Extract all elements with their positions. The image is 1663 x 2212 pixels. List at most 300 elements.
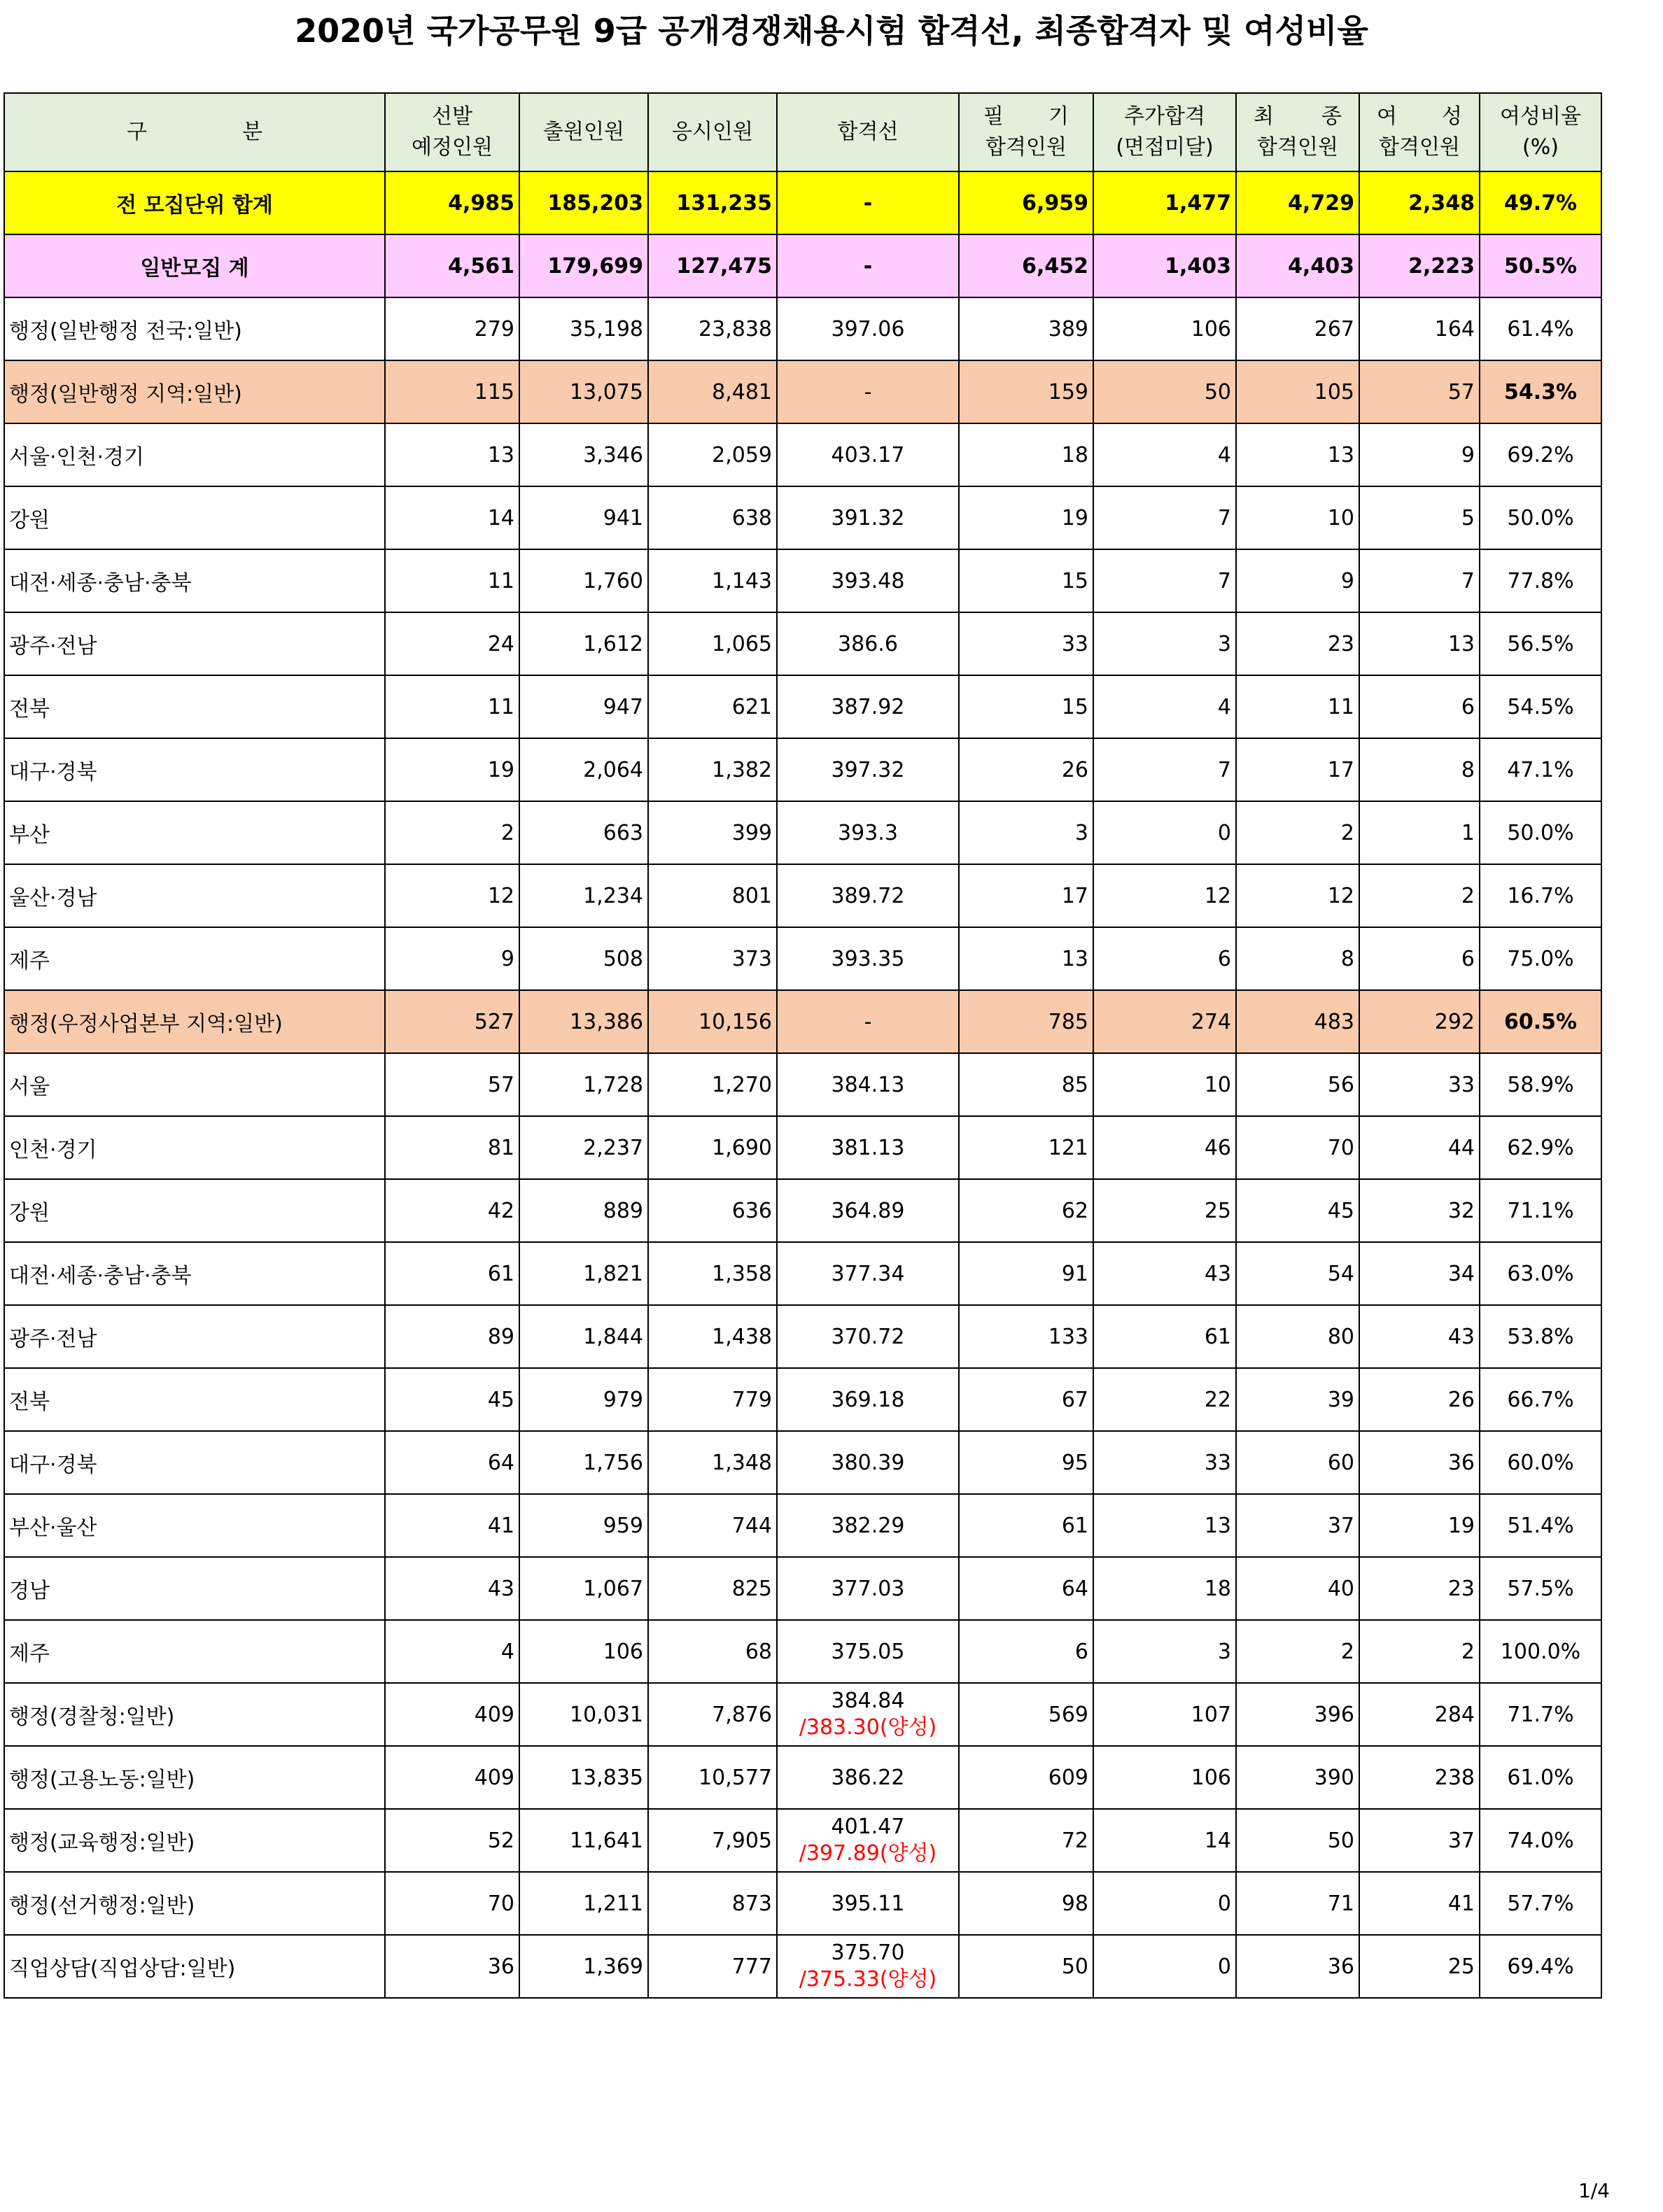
cell-final: 70 — [1236, 1116, 1359, 1179]
cell-female: 2 — [1359, 864, 1480, 927]
cell-written: 569 — [959, 1683, 1093, 1746]
cell-planned: 24 — [385, 612, 519, 675]
cell-tested: 1,690 — [648, 1116, 777, 1179]
row-label: 부산 — [4, 801, 385, 864]
cell-additional: 61 — [1093, 1305, 1236, 1368]
table-row — [4, 1368, 1601, 1431]
cell-final: 45 — [1236, 1179, 1359, 1242]
table-row — [4, 1557, 1601, 1620]
cell-written: 64 — [959, 1557, 1093, 1620]
cell-applied: 941 — [519, 486, 648, 549]
cell-additional: 4 — [1093, 423, 1236, 486]
cell-additional: 25 — [1093, 1179, 1236, 1242]
cell-final: 23 — [1236, 612, 1359, 675]
cell-tested: 1,143 — [648, 549, 777, 612]
cell-tested: 68 — [648, 1620, 777, 1683]
cell-applied: 1,728 — [519, 1053, 648, 1116]
cell-additional: 0 — [1093, 801, 1236, 864]
cell-ratio: 100.0% — [1480, 1620, 1601, 1683]
table-row — [4, 801, 1601, 864]
cell-planned: 64 — [385, 1431, 519, 1494]
cell-tested: 2,059 — [648, 423, 777, 486]
cell-applied: 13,386 — [519, 990, 648, 1053]
table-row — [4, 990, 1601, 1053]
cell-planned: 89 — [385, 1305, 519, 1368]
cell-applied: 3,346 — [519, 423, 648, 486]
cell-female: 23 — [1359, 1557, 1480, 1620]
table-row — [4, 1431, 1601, 1494]
cell-additional: 3 — [1093, 1620, 1236, 1683]
cell-tested: 638 — [648, 486, 777, 549]
cell-female: 164 — [1359, 297, 1480, 360]
cell-ratio: 58.9% — [1480, 1053, 1601, 1116]
cell-female: 238 — [1359, 1746, 1480, 1809]
row-label: 일반모집 계 — [4, 234, 385, 297]
cell-planned: 52 — [385, 1809, 519, 1872]
table-row — [4, 1305, 1601, 1368]
cell-written: 62 — [959, 1179, 1093, 1242]
cell-cutoff: 370.72 — [777, 1305, 959, 1368]
cell-additional: 22 — [1093, 1368, 1236, 1431]
row-label: 대구·경북 — [4, 738, 385, 801]
cell-cutoff: 391.32 — [777, 486, 959, 549]
cell-cutoff: 387.92 — [777, 675, 959, 738]
cell-ratio: 16.7% — [1480, 864, 1601, 927]
table-row — [4, 171, 1601, 234]
cell-planned: 81 — [385, 1116, 519, 1179]
cell-written: 19 — [959, 486, 1093, 549]
header-written: 필 기 합격인원 — [959, 93, 1093, 171]
row-label: 직업상담(직업상담:일반) — [4, 1935, 385, 1998]
cell-tested: 7,876 — [648, 1683, 777, 1746]
cell-planned: 11 — [385, 675, 519, 738]
cell-ratio: 60.0% — [1480, 1431, 1601, 1494]
cell-female: 8 — [1359, 738, 1480, 801]
cell-planned: 115 — [385, 360, 519, 423]
cell-ratio: 62.9% — [1480, 1116, 1601, 1179]
cell-female: 6 — [1359, 927, 1480, 990]
cell-additional: 13 — [1093, 1494, 1236, 1557]
cell-cutoff: - — [777, 990, 959, 1053]
header-additional: 추가합격 (면접미달) — [1093, 93, 1236, 171]
cell-written: 609 — [959, 1746, 1093, 1809]
cell-cutoff: - — [777, 171, 959, 234]
cell-cutoff: 397.32 — [777, 738, 959, 801]
cell-written: 13 — [959, 927, 1093, 990]
cell-cutoff — [777, 1809, 959, 1872]
cell-additional: 7 — [1093, 738, 1236, 801]
cell-planned: 19 — [385, 738, 519, 801]
cell-female: 34 — [1359, 1242, 1480, 1305]
cutoff-value: 384.84 — [831, 1689, 905, 1713]
cell-ratio: 50.5% — [1480, 234, 1601, 297]
cell-female: 33 — [1359, 1053, 1480, 1116]
cell-final: 13 — [1236, 423, 1359, 486]
row-label: 대전·세종·충남·충북 — [4, 1242, 385, 1305]
cutoff-value: 401.47 — [831, 1815, 905, 1839]
cell-female: 44 — [1359, 1116, 1480, 1179]
cell-applied: 179,699 — [519, 234, 648, 297]
table-row — [4, 738, 1601, 801]
row-label: 대구·경북 — [4, 1431, 385, 1494]
row-label: 전북 — [4, 675, 385, 738]
cell-cutoff: 380.39 — [777, 1431, 959, 1494]
cell-tested: 131,235 — [648, 171, 777, 234]
cell-tested: 1,382 — [648, 738, 777, 801]
cell-final: 8 — [1236, 927, 1359, 990]
table-row — [4, 1935, 1601, 1998]
cell-tested: 1,348 — [648, 1431, 777, 1494]
table-row — [4, 1620, 1601, 1683]
cell-ratio: 53.8% — [1480, 1305, 1601, 1368]
cell-additional: 46 — [1093, 1116, 1236, 1179]
cell-tested: 1,438 — [648, 1305, 777, 1368]
cell-final: 396 — [1236, 1683, 1359, 1746]
cell-additional: 3 — [1093, 612, 1236, 675]
cell-cutoff: 397.06 — [777, 297, 959, 360]
cell-additional: 50 — [1093, 360, 1236, 423]
cell-cutoff: 389.72 — [777, 864, 959, 927]
cell-written: 98 — [959, 1872, 1093, 1935]
table-row — [4, 234, 1601, 297]
results-table — [3, 92, 1602, 1999]
cell-tested: 1,358 — [648, 1242, 777, 1305]
cell-planned: 36 — [385, 1935, 519, 1998]
cell-final: 2 — [1236, 1620, 1359, 1683]
row-label: 전북 — [4, 1368, 385, 1431]
cell-written: 85 — [959, 1053, 1093, 1116]
cell-written: 15 — [959, 549, 1093, 612]
cell-planned: 41 — [385, 1494, 519, 1557]
row-label: 광주·전남 — [4, 1305, 385, 1368]
table-row — [4, 1116, 1601, 1179]
cell-female: 2,223 — [1359, 234, 1480, 297]
cell-ratio: 51.4% — [1480, 1494, 1601, 1557]
cell-written: 785 — [959, 990, 1093, 1053]
cell-tested: 1,065 — [648, 612, 777, 675]
cell-final: 39 — [1236, 1368, 1359, 1431]
cell-female: 19 — [1359, 1494, 1480, 1557]
table-row — [4, 1683, 1601, 1746]
cell-tested: 777 — [648, 1935, 777, 1998]
table-row — [4, 1053, 1601, 1116]
row-label: 강원 — [4, 486, 385, 549]
cell-cutoff: 384.13 — [777, 1053, 959, 1116]
row-label: 행정(교육행정:일반) — [4, 1809, 385, 1872]
cell-female: 13 — [1359, 612, 1480, 675]
cell-applied: 106 — [519, 1620, 648, 1683]
cell-cutoff: 403.17 — [777, 423, 959, 486]
table-row — [4, 1242, 1601, 1305]
cell-written: 133 — [959, 1305, 1093, 1368]
cell-additional: 106 — [1093, 1746, 1236, 1809]
cell-female: 9 — [1359, 423, 1480, 486]
cell-cutoff: 393.3 — [777, 801, 959, 864]
cell-applied: 1,369 — [519, 1935, 648, 1998]
cell-female: 5 — [1359, 486, 1480, 549]
row-label: 행정(선거행정:일반) — [4, 1872, 385, 1935]
cell-written: 6 — [959, 1620, 1093, 1683]
cell-female: 25 — [1359, 1935, 1480, 1998]
row-label: 울산·경남 — [4, 864, 385, 927]
cell-planned: 4 — [385, 1620, 519, 1683]
cell-tested: 873 — [648, 1872, 777, 1935]
cell-final: 267 — [1236, 297, 1359, 360]
cell-applied: 1,760 — [519, 549, 648, 612]
cell-cutoff: 382.29 — [777, 1494, 959, 1557]
cell-applied: 1,612 — [519, 612, 648, 675]
cell-tested: 1,270 — [648, 1053, 777, 1116]
row-label: 제주 — [4, 927, 385, 990]
cell-tested: 825 — [648, 1557, 777, 1620]
cell-ratio: 47.1% — [1480, 738, 1601, 801]
cell-final: 50 — [1236, 1809, 1359, 1872]
cell-additional: 0 — [1093, 1872, 1236, 1935]
cell-final: 9 — [1236, 549, 1359, 612]
cell-ratio: 69.4% — [1480, 1935, 1601, 1998]
cell-final: 80 — [1236, 1305, 1359, 1368]
cell-final: 12 — [1236, 864, 1359, 927]
table-row — [4, 549, 1601, 612]
cell-applied: 1,234 — [519, 864, 648, 927]
cell-additional: 107 — [1093, 1683, 1236, 1746]
cell-ratio: 69.2% — [1480, 423, 1601, 486]
cell-planned: 14 — [385, 486, 519, 549]
page-title: 2020년 국가공무원 9급 공개경쟁채용시험 합격선, 최종합격자 및 여성비율 — [295, 12, 1368, 50]
cell-ratio: 71.1% — [1480, 1179, 1601, 1242]
cell-additional: 6 — [1093, 927, 1236, 990]
row-label: 전 모집단위 합계 — [4, 171, 385, 234]
cell-ratio: 54.3% — [1480, 360, 1601, 423]
cell-applied: 947 — [519, 675, 648, 738]
row-label: 행정(경찰청:일반) — [4, 1683, 385, 1746]
cell-ratio: 56.5% — [1480, 612, 1601, 675]
cell-written: 6,959 — [959, 171, 1093, 234]
cell-applied: 663 — [519, 801, 648, 864]
cell-planned: 4,561 — [385, 234, 519, 297]
cell-applied: 1,821 — [519, 1242, 648, 1305]
table-row — [4, 1872, 1601, 1935]
cutoff-value: 375.70 — [831, 1940, 905, 1965]
cell-cutoff — [777, 1935, 959, 1998]
cell-tested: 10,577 — [648, 1746, 777, 1809]
cell-written: 159 — [959, 360, 1093, 423]
cutoff-both-genders: /397.89(양성) — [799, 1841, 937, 1866]
cell-ratio: 74.0% — [1480, 1809, 1601, 1872]
cell-tested: 7,905 — [648, 1809, 777, 1872]
cell-female: 2,348 — [1359, 171, 1480, 234]
cell-written: 91 — [959, 1242, 1093, 1305]
row-label: 경남 — [4, 1557, 385, 1620]
cell-female: 37 — [1359, 1809, 1480, 1872]
cell-final: 36 — [1236, 1935, 1359, 1998]
cell-applied: 35,198 — [519, 297, 648, 360]
cell-applied: 889 — [519, 1179, 648, 1242]
cell-written: 26 — [959, 738, 1093, 801]
cell-additional: 10 — [1093, 1053, 1236, 1116]
cell-applied: 508 — [519, 927, 648, 990]
cell-written: 17 — [959, 864, 1093, 927]
cell-planned: 2 — [385, 801, 519, 864]
cell-additional: 12 — [1093, 864, 1236, 927]
cell-tested: 23,838 — [648, 297, 777, 360]
cell-applied: 2,064 — [519, 738, 648, 801]
cell-applied: 1,211 — [519, 1872, 648, 1935]
cell-female: 57 — [1359, 360, 1480, 423]
cell-written: 67 — [959, 1368, 1093, 1431]
cell-ratio: 66.7% — [1480, 1368, 1601, 1431]
cell-final: 2 — [1236, 801, 1359, 864]
header-final: 최 종 합격인원 — [1236, 93, 1359, 171]
table-row — [4, 486, 1601, 549]
header-row — [4, 93, 1601, 171]
cell-planned: 409 — [385, 1746, 519, 1809]
cell-tested: 399 — [648, 801, 777, 864]
table-row — [4, 360, 1601, 423]
cell-ratio: 50.0% — [1480, 486, 1601, 549]
cell-applied: 10,031 — [519, 1683, 648, 1746]
cell-final: 390 — [1236, 1746, 1359, 1809]
cell-final: 60 — [1236, 1431, 1359, 1494]
page-number: 1/4 — [1578, 2179, 1610, 2202]
cell-applied: 2,237 — [519, 1116, 648, 1179]
cell-planned: 11 — [385, 549, 519, 612]
cell-ratio: 60.5% — [1480, 990, 1601, 1053]
table-row — [4, 927, 1601, 990]
cell-planned: 9 — [385, 927, 519, 990]
row-label: 행정(일반행정 지역:일반) — [4, 360, 385, 423]
header-category: 구 분 — [4, 93, 385, 171]
cell-ratio: 54.5% — [1480, 675, 1601, 738]
table-row — [4, 1809, 1601, 1872]
row-label: 서울·인천·경기 — [4, 423, 385, 486]
cell-planned: 4,985 — [385, 171, 519, 234]
cell-additional: 0 — [1093, 1935, 1236, 1998]
cell-tested: 744 — [648, 1494, 777, 1557]
cell-final: 37 — [1236, 1494, 1359, 1557]
cell-additional: 4 — [1093, 675, 1236, 738]
row-label: 제주 — [4, 1620, 385, 1683]
table-row — [4, 297, 1601, 360]
cell-female: 292 — [1359, 990, 1480, 1053]
cell-ratio: 77.8% — [1480, 549, 1601, 612]
cell-additional: 43 — [1093, 1242, 1236, 1305]
cell-final: 54 — [1236, 1242, 1359, 1305]
cell-written: 72 — [959, 1809, 1093, 1872]
table-row — [4, 1746, 1601, 1809]
cell-tested: 10,156 — [648, 990, 777, 1053]
cell-female: 2 — [1359, 1620, 1480, 1683]
cell-ratio: 61.4% — [1480, 297, 1601, 360]
cell-female: 6 — [1359, 675, 1480, 738]
cell-additional: 1,477 — [1093, 171, 1236, 234]
cell-tested: 636 — [648, 1179, 777, 1242]
row-label: 부산·울산 — [4, 1494, 385, 1557]
cell-ratio: 63.0% — [1480, 1242, 1601, 1305]
cell-cutoff: 386.22 — [777, 1746, 959, 1809]
cell-planned: 70 — [385, 1872, 519, 1935]
cell-cutoff: 375.05 — [777, 1620, 959, 1683]
cell-planned: 13 — [385, 423, 519, 486]
cell-written: 3 — [959, 801, 1093, 864]
cell-written: 33 — [959, 612, 1093, 675]
header-applied: 출원인원 — [519, 93, 648, 171]
cell-female: 7 — [1359, 549, 1480, 612]
cell-planned: 45 — [385, 1368, 519, 1431]
table-row — [4, 1179, 1601, 1242]
cell-tested: 8,481 — [648, 360, 777, 423]
cell-additional: 1,403 — [1093, 234, 1236, 297]
cell-final: 4,403 — [1236, 234, 1359, 297]
cell-planned: 57 — [385, 1053, 519, 1116]
cell-final: 17 — [1236, 738, 1359, 801]
cell-additional: 33 — [1093, 1431, 1236, 1494]
cell-cutoff: 381.13 — [777, 1116, 959, 1179]
cell-written: 50 — [959, 1935, 1093, 1998]
row-label: 대전·세종·충남·충북 — [4, 549, 385, 612]
cutoff-both-genders: /383.30(양성) — [799, 1715, 937, 1740]
row-label: 행정(우정사업본부 지역:일반) — [4, 990, 385, 1053]
cell-female: 284 — [1359, 1683, 1480, 1746]
cell-cutoff: - — [777, 360, 959, 423]
row-label: 광주·전남 — [4, 612, 385, 675]
cell-cutoff — [777, 1683, 959, 1746]
cell-tested: 801 — [648, 864, 777, 927]
cell-cutoff: 393.35 — [777, 927, 959, 990]
cell-final: 483 — [1236, 990, 1359, 1053]
cell-cutoff: 369.18 — [777, 1368, 959, 1431]
cell-tested: 127,475 — [648, 234, 777, 297]
cell-final: 71 — [1236, 1872, 1359, 1935]
cell-cutoff: - — [777, 234, 959, 297]
cell-ratio: 57.7% — [1480, 1872, 1601, 1935]
cell-ratio: 49.7% — [1480, 171, 1601, 234]
cell-applied: 185,203 — [519, 171, 648, 234]
cell-cutoff: 393.48 — [777, 549, 959, 612]
cell-written: 18 — [959, 423, 1093, 486]
header-cutoff: 합격선 — [777, 93, 959, 171]
cell-female: 26 — [1359, 1368, 1480, 1431]
cell-ratio: 50.0% — [1480, 801, 1601, 864]
table-row — [4, 864, 1601, 927]
cell-female: 41 — [1359, 1872, 1480, 1935]
cell-tested: 779 — [648, 1368, 777, 1431]
cell-written: 121 — [959, 1116, 1093, 1179]
cell-cutoff: 377.03 — [777, 1557, 959, 1620]
cell-additional: 106 — [1093, 297, 1236, 360]
cell-ratio: 61.0% — [1480, 1746, 1601, 1809]
cell-applied: 1,756 — [519, 1431, 648, 1494]
cell-cutoff: 364.89 — [777, 1179, 959, 1242]
header-ratio: 여성비율 (%) — [1480, 93, 1601, 171]
cell-final: 40 — [1236, 1557, 1359, 1620]
cell-planned: 42 — [385, 1179, 519, 1242]
cell-cutoff: 395.11 — [777, 1872, 959, 1935]
row-label: 행정(일반행정 전국:일반) — [4, 297, 385, 360]
header-planned: 선발 예정인원 — [385, 93, 519, 171]
cell-applied: 13,075 — [519, 360, 648, 423]
cell-additional: 18 — [1093, 1557, 1236, 1620]
cell-written: 15 — [959, 675, 1093, 738]
table-row — [4, 423, 1601, 486]
cell-applied: 13,835 — [519, 1746, 648, 1809]
cell-ratio: 57.5% — [1480, 1557, 1601, 1620]
cell-written: 6,452 — [959, 234, 1093, 297]
row-label: 서울 — [4, 1053, 385, 1116]
row-label: 행정(고용노동:일반) — [4, 1746, 385, 1809]
cell-planned: 527 — [385, 990, 519, 1053]
cell-additional: 7 — [1093, 549, 1236, 612]
